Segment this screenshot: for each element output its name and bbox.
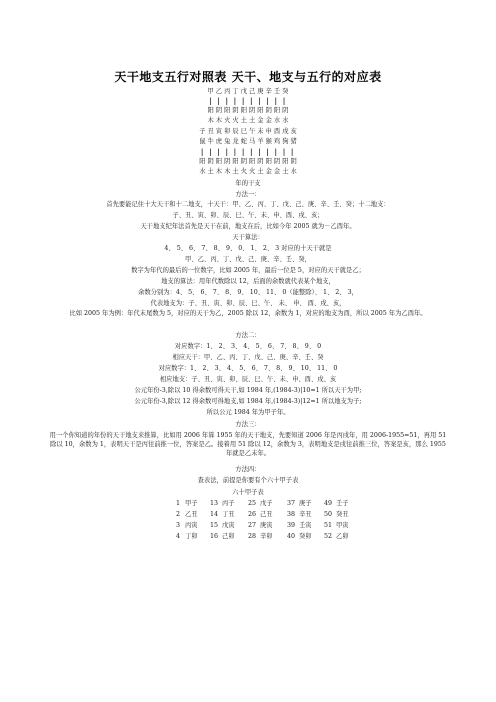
table-cell: 4 (176, 533, 181, 540)
paragraph-block: 比如 2005 年为例：年代末尾数为 5，对应的天干为乙，2005 除以 12，余数为 1，对应的地支为酉，所以 2005 年为乙酉年。 (69, 310, 427, 317)
table-cell: 庚子 (299, 500, 312, 507)
dizhi-wuxing-row: 水 土 木 木 土 火 火 土 金 金 土 水 (199, 168, 297, 175)
table-cell: 己卯 (222, 533, 235, 540)
table-cell: 28 (248, 533, 257, 540)
tiangan-connector-bars: | | | | | | | | | | (209, 96, 287, 105)
paragraph-line: 所以公元 1984 年为甲子年。 (206, 409, 290, 416)
dizhi-row: 子 丑 寅 卯 辰 巳 午 未 申 酉 戌 亥 (199, 128, 297, 135)
paragraph-line: 余数分别为：4、 5、 6、 7、 8、 9、 10、 11、 0（能整除）、 1、 2、 3， (138, 289, 358, 296)
dizhi-yinyang-row: 阳 阴 阳 阴 阳 阴 阳 阴 阳 阴 阳 阴 (199, 158, 297, 165)
table-cell: 戊寅 (222, 522, 235, 529)
paragraph-block: 用一个你知道的年份的天干地支来推算，比如用 2006 年算 1955 年的天干地支，先要知道 2006 年是丙戌年，用 2006-1955=51，再用 51 除以 10，余数为 1，表明天干是丙往前推一位，答案是乙。接着用 51 除以 12，余数为 3，表明地支是戌往前推三位，答案是亥，那么 1955 年就是乙未年。 (49, 432, 447, 457)
table-cell: 丙寅 (185, 522, 198, 529)
paragraph-line: 天干地支纪年法首先是天干在前，地支在后，比如今年 2005 就为－乙酉年。 (140, 223, 356, 230)
table-cell: 52 (324, 533, 333, 540)
paragraph-line: 对应数字：1、 2、 3、 4、 5、 6、 7、 8、 9、 10、 11、 0 (158, 365, 338, 372)
method-heading: 方法二： (235, 332, 261, 339)
table-cell: 乙丑 (185, 511, 198, 518)
zodiac-row: 鼠 牛 虎 兔 龙 蛇 马 羊 猴 鸡 狗 猪 (199, 138, 297, 145)
tiangan-yinyang-row: 阳 阴 阳 阴 阳 阴 阳 阴 阳 阴 (207, 107, 289, 114)
table-cell: 37 (287, 500, 296, 507)
paragraph-line: 公元年份-3,除以 12 得余数可得地支,如 1984 年,(1984-3)|12=1 所以地支为子; (134, 398, 362, 405)
table-title: 六十甲子表 (232, 489, 264, 496)
table-cell: 壬子 (336, 500, 349, 507)
table-cell: 乙卯 (336, 533, 349, 540)
paragraph-line: 代表地支为：子、丑、寅、卯、辰、巳、午、 未、 申、 酉、戌、亥， (150, 300, 346, 307)
table-cell: 49 (324, 500, 333, 507)
table-cell: 38 (287, 511, 296, 518)
table-cell: 50 (324, 511, 333, 518)
tiangan-wuxing-row: 木 木 火 火 土 土 金 金 水 水 (207, 117, 289, 124)
table-cell: 26 (248, 511, 257, 518)
paragraph-line: 4、 5、 6、 7、 8、 9、 0、 1、 2、 3 对应的十天干就是 (164, 245, 332, 252)
table-cell: 1 (176, 500, 181, 507)
tiangan-row: 甲 乙 丙 丁 戊 己 庚 辛 壬 癸 (207, 88, 289, 95)
table-cell: 25 (248, 500, 257, 507)
paragraph-line: 地支的算法：用年代数除以 12，后面的余数就代表某个地支， (161, 278, 335, 285)
table-cell: 15 (210, 522, 219, 529)
table-cell: 己丑 (260, 511, 273, 518)
paragraph-line: 相应地支：子、丑、寅、卯、辰、巳、午、未、申、酉、戌、亥 (159, 376, 337, 383)
paragraph-line: 子、丑、寅、卯、辰、巳、午、未、申、酉、戌、亥； (172, 212, 324, 219)
paragraph-line: 公元年份-3,除以 10 得余数可得天干,如 1984 年,(1984-3)|10=1 所以天干为甲; (134, 387, 362, 394)
method-heading: 方法四： (235, 466, 261, 473)
subheading: 天干算法： (232, 234, 264, 241)
table-cell: 13 (210, 500, 219, 507)
table-cell: 3 (176, 522, 181, 529)
table-cell: 庚寅 (260, 522, 273, 529)
table-cell: 16 (210, 533, 219, 540)
page-title: 天干地支五行对照表 天干、地支与五行的对应表 (114, 70, 382, 84)
table-cell: 戊子 (260, 500, 273, 507)
dizhi-connector-bars: | | | | | | | | | | | | (200, 147, 296, 156)
table-cell: 2 (176, 511, 181, 518)
table-cell: 丁丑 (222, 511, 235, 518)
method-heading: 方法三： (235, 421, 261, 428)
table-cell: 辛卯 (260, 533, 273, 540)
paragraph-line: 相应天干：甲、乙、丙、丁、戊、己、庚、辛、壬、癸 (172, 354, 324, 361)
table-cell: 40 (287, 533, 296, 540)
table-cell: 癸丑 (336, 511, 349, 518)
table-cell: 辛丑 (299, 511, 312, 518)
table-cell: 14 (210, 511, 219, 518)
paragraph-line: 首先要能记住十大天干和十二地支，十天干：甲、乙、丙、丁、戊、己、庚、辛、壬、癸；十二地支： (106, 201, 390, 208)
table-cell: 壬寅 (299, 522, 312, 529)
table-cell: 甲子 (185, 500, 198, 507)
table-cell: 丙子 (222, 500, 235, 507)
table-cell: 癸卯 (299, 533, 312, 540)
paragraph-line: 查表法，前提是你要有个六十甲子表 (197, 477, 299, 484)
paragraph-line: 甲、乙、丙、丁、戊、己、庚、辛、壬、癸， (185, 256, 311, 263)
section-heading: 年的干支 (235, 180, 261, 187)
table-cell: 51 (324, 522, 333, 529)
table-cell: 甲寅 (336, 522, 349, 529)
paragraph-line: 对应数字：1、 2、 3、 4、 5、 6、 7、 8、 9、 0 (174, 343, 322, 350)
table-cell: 27 (248, 522, 257, 529)
paragraph-line: 数字为年代的最后的一位数字，比如 2005 年，最后一位是 5，对应的天干就是乙； (131, 267, 365, 274)
table-cell: 39 (287, 522, 296, 529)
table-cell: 丁卯 (185, 533, 198, 540)
method-heading: 方法一： (235, 191, 261, 198)
